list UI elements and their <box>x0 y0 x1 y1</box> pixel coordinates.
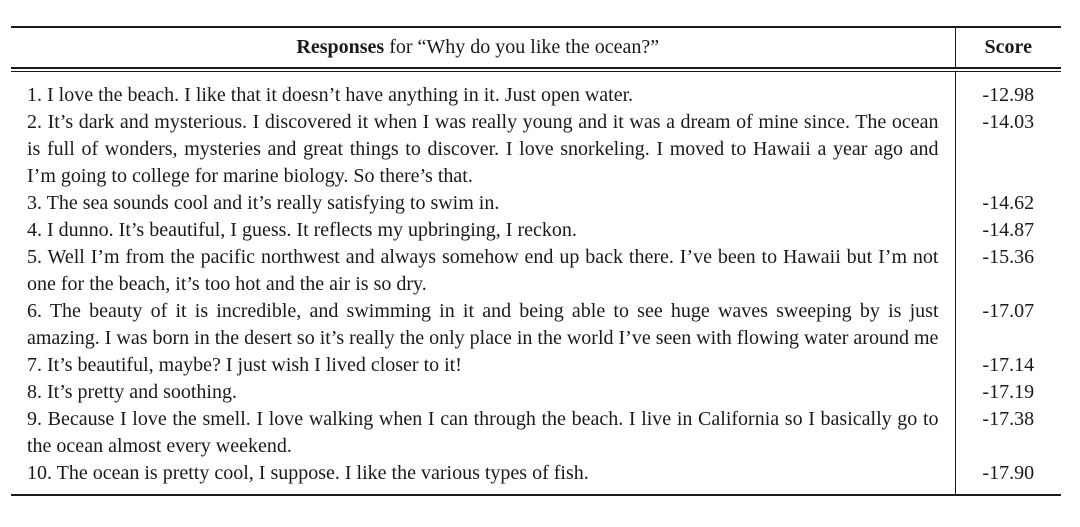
response-text: 10. The ocean is pretty cool, I suppose. I like the various types of fish. <box>27 462 589 484</box>
response-score: -12.98 <box>955 72 1061 110</box>
table-bottom-rule <box>11 494 1061 496</box>
responses-table-container <box>11 26 1061 496</box>
table-row <box>11 460 1061 494</box>
response-score: -17.90 <box>955 460 1061 494</box>
response-score: -17.07 <box>955 298 1061 352</box>
response-text: 9. Because I love the smell. I love walking when I can through the beach. I live in California so I basically go to the ocean almost every weekend. <box>27 408 939 457</box>
response-score: -14.62 <box>955 190 1061 217</box>
response-text: 1. I love the beach. I like that it doesn’t have anything in it. Just open water. <box>27 84 634 106</box>
response-score: -14.87 <box>955 217 1061 244</box>
response-score: -15.36 <box>955 244 1061 298</box>
table-body <box>11 72 1061 495</box>
response-score: -14.03 <box>955 109 1061 190</box>
table-row <box>11 217 1061 244</box>
table-row <box>11 352 1061 379</box>
table-row <box>11 244 1061 298</box>
response-text: 6. The beauty of it is incredible, and swimming in it and being able to see huge waves sweeping by is just amazing. I was born in the desert so it’s really the only place in the world I’ve seen with flowing water around me <box>27 300 939 349</box>
response-score: -17.19 <box>955 379 1061 406</box>
response-text: 2. It’s dark and mysterious. I discovered it when I was really young and it was a dream of mine since. The ocean is full of wonders, mysteries and great things to discover. I love snorkeling. I moved to Hawaii a year ago and I’m going to college for marine biology. So there’s that. <box>27 111 939 187</box>
response-text: 3. The sea sounds cool and it’s really satisfying to swim in. <box>27 192 500 214</box>
table-header <box>11 27 1061 72</box>
score-column-header: Score <box>955 27 1061 68</box>
response-score: -17.14 <box>955 352 1061 379</box>
table-row <box>11 72 1061 110</box>
response-text: 8. It’s pretty and soothing. <box>27 381 237 403</box>
response-score: -17.38 <box>955 406 1061 460</box>
responses-column-header <box>11 27 955 68</box>
responses-table <box>11 26 1061 494</box>
response-text: 5. Well I’m from the pacific northwest and always somehow end up back there. I’ve been to Hawaii but I’m not one for the beach, it’s too hot and the air is so dry. <box>27 246 939 295</box>
table-row <box>11 190 1061 217</box>
table-row <box>11 406 1061 460</box>
responses-header-question: for “Why do you like the ocean?” <box>384 36 660 58</box>
table-row <box>11 109 1061 190</box>
table-row <box>11 379 1061 406</box>
response-text: 7. It’s beautiful, maybe? I just wish I lived closer to it! <box>27 354 462 376</box>
response-text: 4. I dunno. It’s beautiful, I guess. It reflects my upbringing, I reckon. <box>27 219 577 241</box>
responses-header-bold: Responses <box>296 36 385 58</box>
table-row <box>11 298 1061 352</box>
